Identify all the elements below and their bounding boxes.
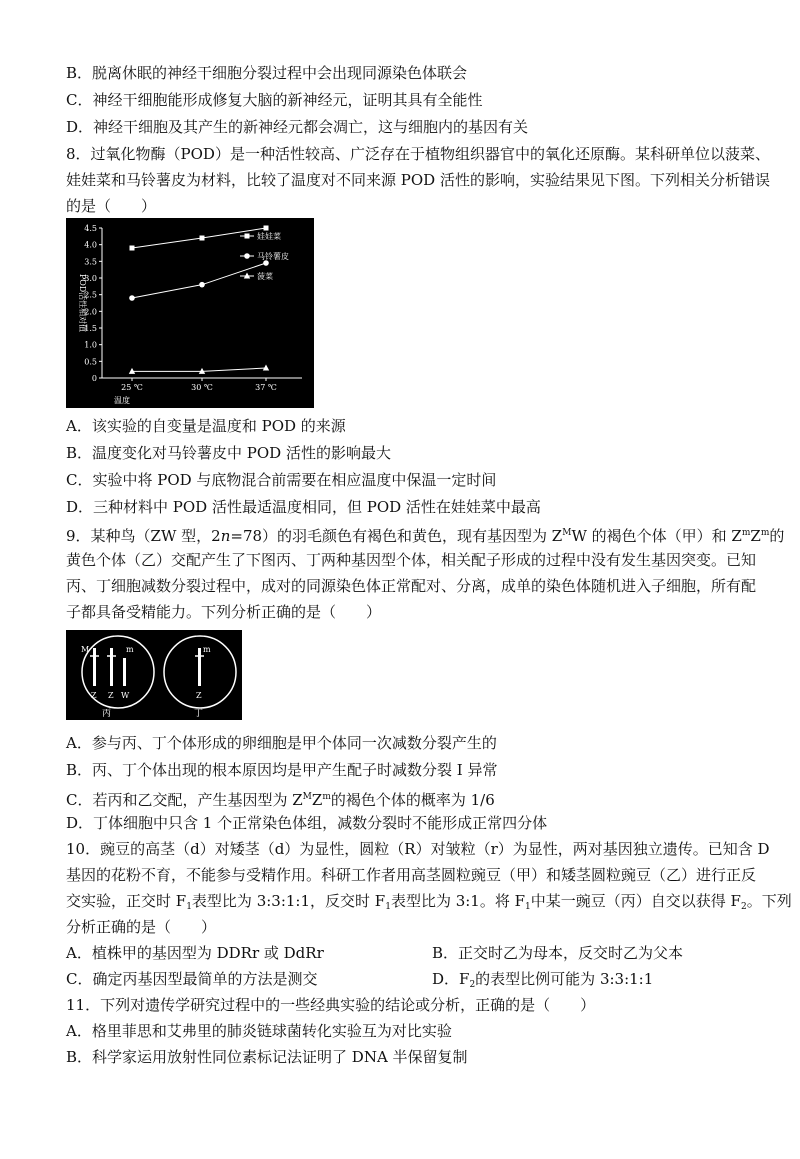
data-point [129,295,135,301]
q7-option-c: C．神经干细胞能形成修复大脑的新神经元，证明其具有全能性 [66,91,483,109]
chromosome-bar [198,648,201,686]
cell-bing-label-M: M [81,645,90,654]
q9c-sup: m [322,792,331,802]
chromosome-bar [93,648,96,686]
y-tick-label: 2.0 [84,307,97,317]
y-tick-label: 4.5 [84,224,97,233]
q8-option-c: C．实验中将 POD 与底物混合前需要在相应温度中保温一定时间 [66,471,497,489]
cell-bing-label-m: m [126,645,134,654]
chart-svg [66,218,314,408]
q10-text: 交实验，正交时 F [66,892,187,910]
legend-marker [244,253,250,259]
series-line-1 [132,263,266,298]
cell-figure-svg [66,630,242,720]
data-point [130,246,135,251]
q10-text: 表型比为 3:3:1:1，反交时 F [191,892,386,910]
q9-stem-line-3: 丙、丁细胞减数分裂过程中，成对的同源染色体正常配对、分离，成单的染色体随机进入子细胞，所有配 [66,577,757,595]
q8-option-d: D．三种材料中 POD 活性最适温度相同，但 POD 活性在娃娃菜中最高 [66,498,541,516]
q9-option-b: B．丙、丁个体出现的根本原因均是甲产生配子时减数分裂 I 异常 [66,761,498,779]
y-tick-label: 3.0 [84,274,97,283]
data-point [199,282,205,288]
q9-sup: m [760,528,770,538]
q10-text: 中某一豌豆（丙）自交以获得 F [530,892,741,910]
q7-option-b: B．脱离休眠的神经干细胞分裂过程中会出现同源染色体联会 [66,64,468,82]
y-tick-label: 1.5 [84,324,97,333]
cell-bing-label-z1: Z [91,691,97,700]
pod-activity-chart [66,218,314,408]
q9-sup: M [562,528,572,538]
x-axis-label: 温度 [114,396,130,405]
q8-stem-line-3: 的是（ ） [66,197,157,215]
q10-option-a: A．植株甲的基因型为 DDRr 或 DdRr [66,944,324,962]
q9-stem-line-4: 子都具备受精能力。下列分析正确的是（ ） [66,603,382,621]
q9-text: W 的褐色个体（甲）和 Z [571,527,742,545]
chromosome-bar [123,658,126,686]
q11-option-b: B．科学家运用放射性同位素标记法证明了 DNA 半保留复制 [66,1048,468,1066]
cell-ding-label-m: m [203,645,211,654]
data-point [129,368,135,374]
q10-text: 表型比为 3:1。将 F [390,892,526,910]
y-tick-label: 0 [91,374,97,383]
legend-marker [245,234,250,239]
y-axis-label: POD活性相对值 [78,273,87,333]
q10-stem-line-4: 分析正确的是（ ） [66,918,217,936]
q9-stem-line-1 [66,523,784,546]
data-point [263,260,269,266]
q10-sub: 1 [525,902,531,912]
series-line-2 [132,368,266,371]
y-tick-label: 0.5 [84,357,97,367]
q10-option-c: C．确定丙基因型最简单的方法是测交 [66,970,318,988]
q10d-text: 的表型比例可能为 3:3:1:1 [475,970,654,988]
legend-label: 娃娃菜 [257,232,281,241]
cell-ding-caption: 丁 [194,709,204,719]
chromosome-bar [110,648,113,686]
legend-label: 菠菜 [257,272,273,281]
q10-sub: 1 [186,902,192,912]
q9-option-d: D．丁体细胞中只含 1 个正常染色体组，减数分裂时不能形成正常四分体 [66,814,548,832]
x-tick-label: 30 ℃ [191,383,213,392]
q10-option-d [432,969,653,995]
q8-stem-line-2: 娃娃菜和马铃薯皮为材料，比较了温度对不同来源 POD 活性的影响，实验结果见下图。下列相关分析错误 [66,171,770,189]
q9c-sup: M [302,792,312,802]
q10d-sub: 2 [469,980,476,990]
q9c-text: C．若丙和乙交配，产生基因型为 Z [66,791,303,809]
q8-option-b: B．温度变化对马铃薯皮中 POD 活性的影响最大 [66,444,391,462]
q10-option-b: B．正交时乙为母本，反交时乙为父本 [432,944,684,962]
q8-stem-line-1: 8．过氧化物酶（POD）是一种活性较高、广泛存在于植物组织器官中的氧化还原酶。某科研单位以菠菜、 [66,145,770,163]
q9-option-c [66,787,495,810]
q8-option-a: A．该实验的自变量是温度和 POD 的来源 [66,417,346,435]
q9-text: =78）的羽毛颜色有褐色和黄色，现有基因型为 Z [230,527,563,545]
x-tick-label: 37 ℃ [255,383,277,392]
q10d-text: D．F [432,970,470,988]
q10-stem-line-3 [66,891,792,917]
data-point [263,365,269,371]
cell-bing-caption: 丙 [102,709,112,719]
q11-stem: 11．下列对遗传学研究过程中的一些经典实验的结论或分析，正确的是（ ） [66,996,596,1014]
cell-ding-label-z: Z [196,691,202,700]
q10-stem-line-1: 10．豌豆的高茎（d）对矮茎（d）为显性，圆粒（R）对皱粒（r）为显性，两对基因独立遗传。已知含 D [66,840,770,858]
chromosome-cell-figure [66,630,242,720]
q9-stem-line-2: 黄色个体（乙）交配产生了下图丙、丁两种基因型个体，相关配子形成的过程中没有发生基因突变。已知 [66,551,757,569]
cell-bing-label-z2: Z [108,691,114,700]
q9-option-a: A．参与丙、丁个体形成的卵细胞是甲个体同一次减数分裂产生的 [66,734,497,752]
q10-sub: 2 [740,902,747,912]
y-tick-label: 4.0 [84,240,97,250]
y-tick-label: 3.5 [84,257,97,267]
q7-option-d: D．神经干细胞及其产生的新神经元都会凋亡，这与细胞内的基因有关 [66,118,529,136]
q9c-text: 的褐色个体的概率为 1/6 [330,791,495,809]
q11-option-a: A．格里菲思和艾弗里的肺炎链球菌转化实验互为对比实验 [66,1022,452,1040]
y-tick-label: 2.5 [84,290,97,300]
q10-stem-line-2: 基因的花粉不育，不能参与受精作用。科研工作者用高茎圆粒豌豆（甲）和矮茎圆粒豌豆（乙）进行正反 [66,866,757,884]
data-point [200,236,205,241]
q10-text: 。下列 [746,892,792,910]
q9-text: Z [750,527,761,545]
y-tick-label: 1.0 [84,340,97,350]
cell-bing-label-w: W [121,691,130,700]
legend-label: 马铃薯皮 [257,252,289,261]
q9c-text: Z [311,791,323,809]
q10-sub: 1 [385,902,391,912]
q9-text: 的 [769,527,785,545]
q9-sup: m [741,528,751,538]
x-tick-label: 25 ℃ [121,383,143,392]
q9-text: n [220,527,231,545]
q9-text: 9．某种鸟（ZW 型，2 [66,527,221,545]
data-point [264,226,269,231]
